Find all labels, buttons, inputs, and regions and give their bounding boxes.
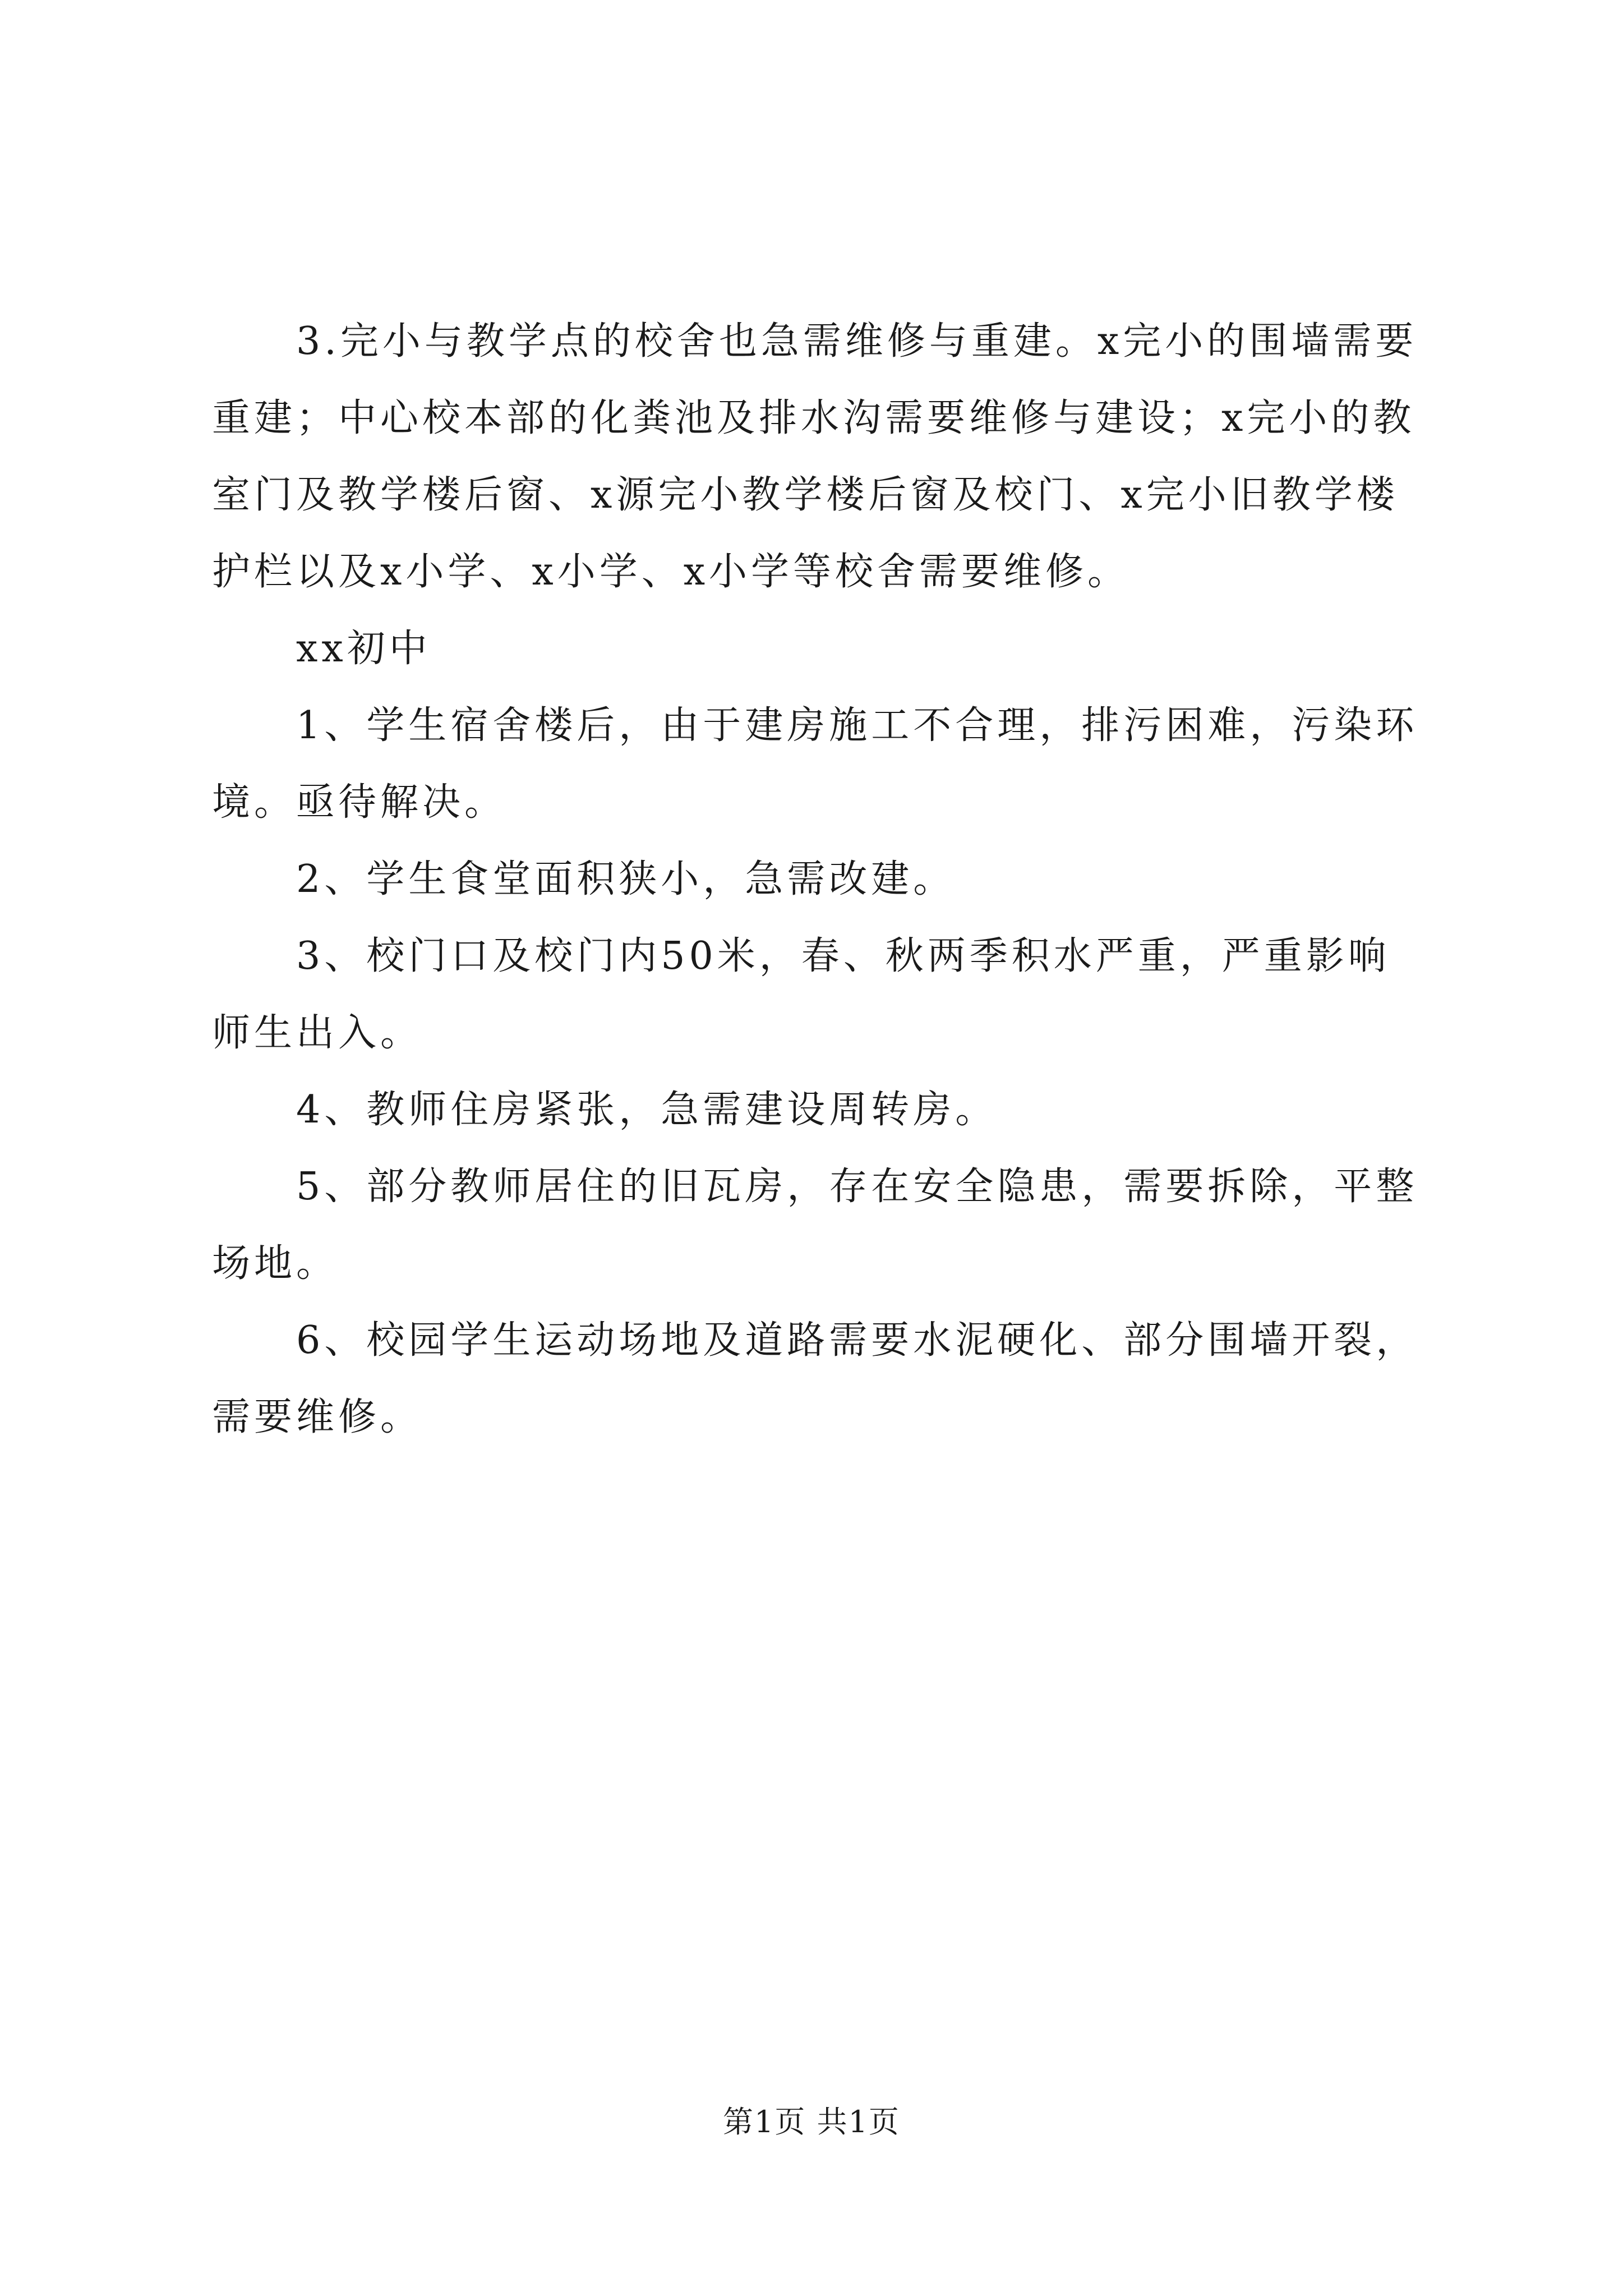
paragraph-item-3: 3、校门口及校门内50米，春、秋两季积水严重，严重影响师生出入。 <box>212 934 1390 1055</box>
paragraph-item-6: 6、校园学生运动场地及道路需要水泥硬化、部分围墙开裂，需要维修。 <box>212 1318 1418 1439</box>
page-footer: 第1页 共1页 <box>723 2104 900 2139</box>
paragraph-item-1: 1、学生宿舍楼后，由于建房施工不合理，排污困难，污染环境。亟待解决。 <box>212 703 1418 825</box>
paragraph-item-5: 5、部分教师居住的旧瓦房，存在安全隐患，需要拆除，平整场地。 <box>212 1165 1418 1286</box>
paragraph-item-4: 4、教师住房紧张，急需建设周转房。 <box>296 1088 998 1132</box>
paragraph-school-buildings-repair: 3.完小与教学点的校舍也急需维修与重建。x完小的围墙需要重建；中心校本部的化粪池及排水沟需要维修与建设；x完小的教室门及教学楼后窗、x源完小教学楼后窗及校门、x完小旧教学楼护栏以及x小学、x小学、x小学等校舍需要维修。 <box>212 319 1418 594</box>
document-body <box>212 303 1423 1456</box>
section-heading-junior-high: xx初中 <box>296 627 431 671</box>
paragraph-item-2: 2、学生食堂面积狭小，急需改建。 <box>296 857 956 901</box>
